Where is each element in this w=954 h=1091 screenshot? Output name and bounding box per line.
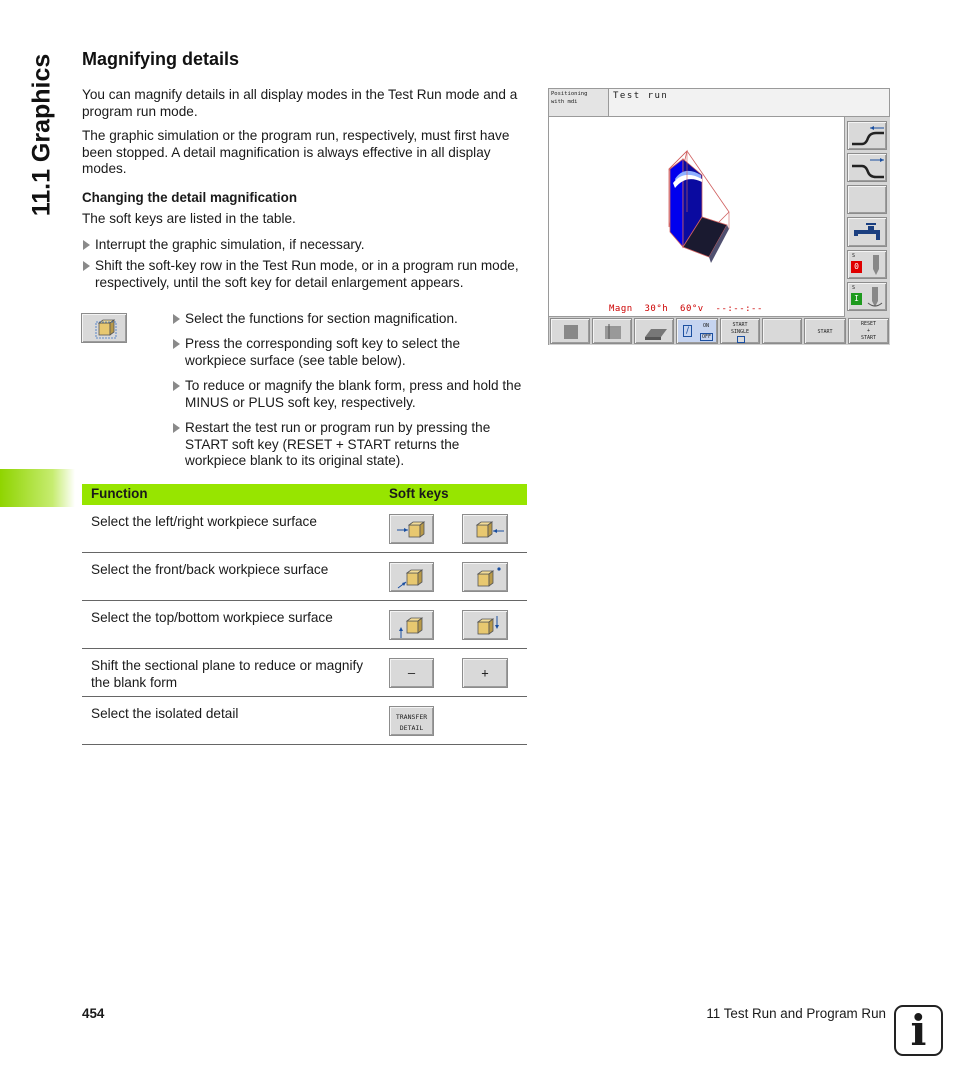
start-softkey[interactable]: START [804, 318, 846, 344]
function-text: Shift the sectional plane to reduce or magnify the blank form [91, 658, 364, 690]
cube-top-arrow-icon [390, 611, 435, 641]
table-row [82, 601, 527, 649]
plus-softkey[interactable]: + [462, 658, 508, 688]
table-row [82, 553, 527, 601]
function-text: Select the top/bottom workpiece surface [91, 610, 333, 625]
column-function: Function [91, 486, 148, 501]
table-header [82, 484, 527, 505]
transfer-detail-softkey[interactable]: TRANSFER DETAIL [389, 706, 434, 736]
front-surface-softkey[interactable] [389, 562, 434, 592]
step-arrow-icon [173, 339, 180, 349]
step-arrow-icon [83, 261, 90, 271]
step-arrow-icon [173, 423, 180, 433]
bottom-surface-softkey[interactable] [462, 610, 508, 640]
step-press-softkey: Press the corresponding soft key to select the workpiece surface (see table below). [185, 336, 505, 369]
subheading: Changing the detail magnification [82, 190, 298, 205]
softkey-note: The soft keys are listed in the table. [82, 211, 296, 226]
path-left-softkey[interactable] [847, 121, 887, 150]
views-icon [593, 319, 633, 345]
step-restart: Restart the test run or program run by pressing the START soft key (RESET + START returns the workpiece blank to its original state). [185, 420, 520, 470]
blank-bottom-softkey[interactable] [762, 318, 802, 344]
graphic-area [549, 117, 845, 317]
cube-front-arrow-icon [390, 563, 435, 593]
chapter-footer: 11 Test Run and Program Run [706, 1006, 886, 1021]
block-skip-softkey[interactable]: / ON OFF [676, 318, 718, 344]
intro-paragraph-2: The graphic simulation or the program run, respectively, must first have been stopped. A detail magnification is always effective in all display modes. [82, 128, 510, 176]
section-heading: Magnifying details [82, 49, 240, 69]
blank-softkey[interactable] [847, 185, 887, 214]
chapter-tab-marker [0, 469, 75, 507]
cube-icon [82, 314, 128, 344]
step-select-functions: Select the functions for section magnification. [185, 311, 525, 328]
intro-paragraph-1: You can magnify details in all display modes in the Test Run mode and a program run mode. [82, 87, 518, 119]
tap-icon [848, 218, 888, 248]
left-surface-softkey[interactable] [389, 514, 434, 544]
function-text: Select the isolated detail [91, 706, 239, 721]
table-row [82, 649, 527, 697]
spindle-icon [848, 251, 888, 280]
workpiece-graphic [549, 117, 845, 317]
spindle-rotate-icon [848, 283, 888, 312]
control-screen-screenshot [548, 88, 890, 345]
page-number: 454 [82, 1006, 105, 1021]
screen-softkey-2[interactable] [592, 318, 632, 344]
start-single-softkey[interactable]: START SINGLE [720, 318, 760, 344]
screen-softkey-3[interactable] [634, 318, 674, 344]
screen-title-bar: Test run [609, 89, 889, 117]
step-arrow-icon [83, 240, 90, 250]
table-row [82, 505, 527, 553]
step-arrow-icon [173, 381, 180, 391]
top-surface-softkey[interactable] [389, 610, 434, 640]
right-surface-softkey[interactable] [462, 514, 508, 544]
status-line: Magn 30°h 60°v --:--:-- [609, 304, 763, 314]
path-right-softkey[interactable] [847, 153, 887, 182]
coolant-softkey[interactable] [847, 217, 887, 247]
cube-left-arrow-icon [390, 515, 435, 545]
vertical-softkey-bar [845, 117, 890, 317]
table-row [82, 697, 527, 745]
cube-right-arrow-icon [463, 515, 509, 545]
horizontal-softkey-bar [549, 317, 890, 345]
mode-indicator: Positioning with mdi [549, 89, 609, 117]
square-icon [564, 325, 578, 339]
function-text: Select the front/back workpiece surface [91, 562, 329, 577]
contour-arrow-right-icon [848, 154, 888, 183]
detail-magnification-softkey[interactable] [81, 313, 127, 343]
block-3d-icon [635, 319, 675, 345]
step-arrow-icon [173, 314, 180, 324]
minus-softkey[interactable]: – [389, 658, 434, 688]
slash-icon: / [683, 325, 692, 337]
step-interrupt: Interrupt the graphic simulation, if necessary. [95, 237, 525, 254]
single-block-icon [737, 336, 745, 343]
back-surface-softkey[interactable] [462, 562, 508, 592]
info-icon: i [894, 1005, 943, 1056]
spindle-start-softkey[interactable]: S I [847, 282, 887, 311]
cube-bottom-arrow-icon [463, 611, 509, 641]
step-reduce-magnify: To reduce or magnify the blank form, press and hold the MINUS or PLUS soft key, respectively. [185, 378, 527, 411]
reset-start-softkey[interactable]: RESET + START [848, 318, 889, 344]
contour-arrow-left-icon [848, 122, 888, 151]
cube-back-arrow-icon [463, 563, 509, 593]
column-softkeys: Soft keys [389, 486, 449, 501]
step-shift-row: Shift the soft-key row in the Test Run mode, or in a program run mode, respectively, until the soft key for detail enlargement appears. [95, 258, 525, 291]
spindle-stop-softkey[interactable]: S 0 [847, 250, 887, 279]
chapter-side-title: 11.1 Graphics [27, 53, 56, 217]
screen-softkey-1[interactable] [550, 318, 590, 344]
function-text: Select the left/right workpiece surface [91, 514, 317, 529]
